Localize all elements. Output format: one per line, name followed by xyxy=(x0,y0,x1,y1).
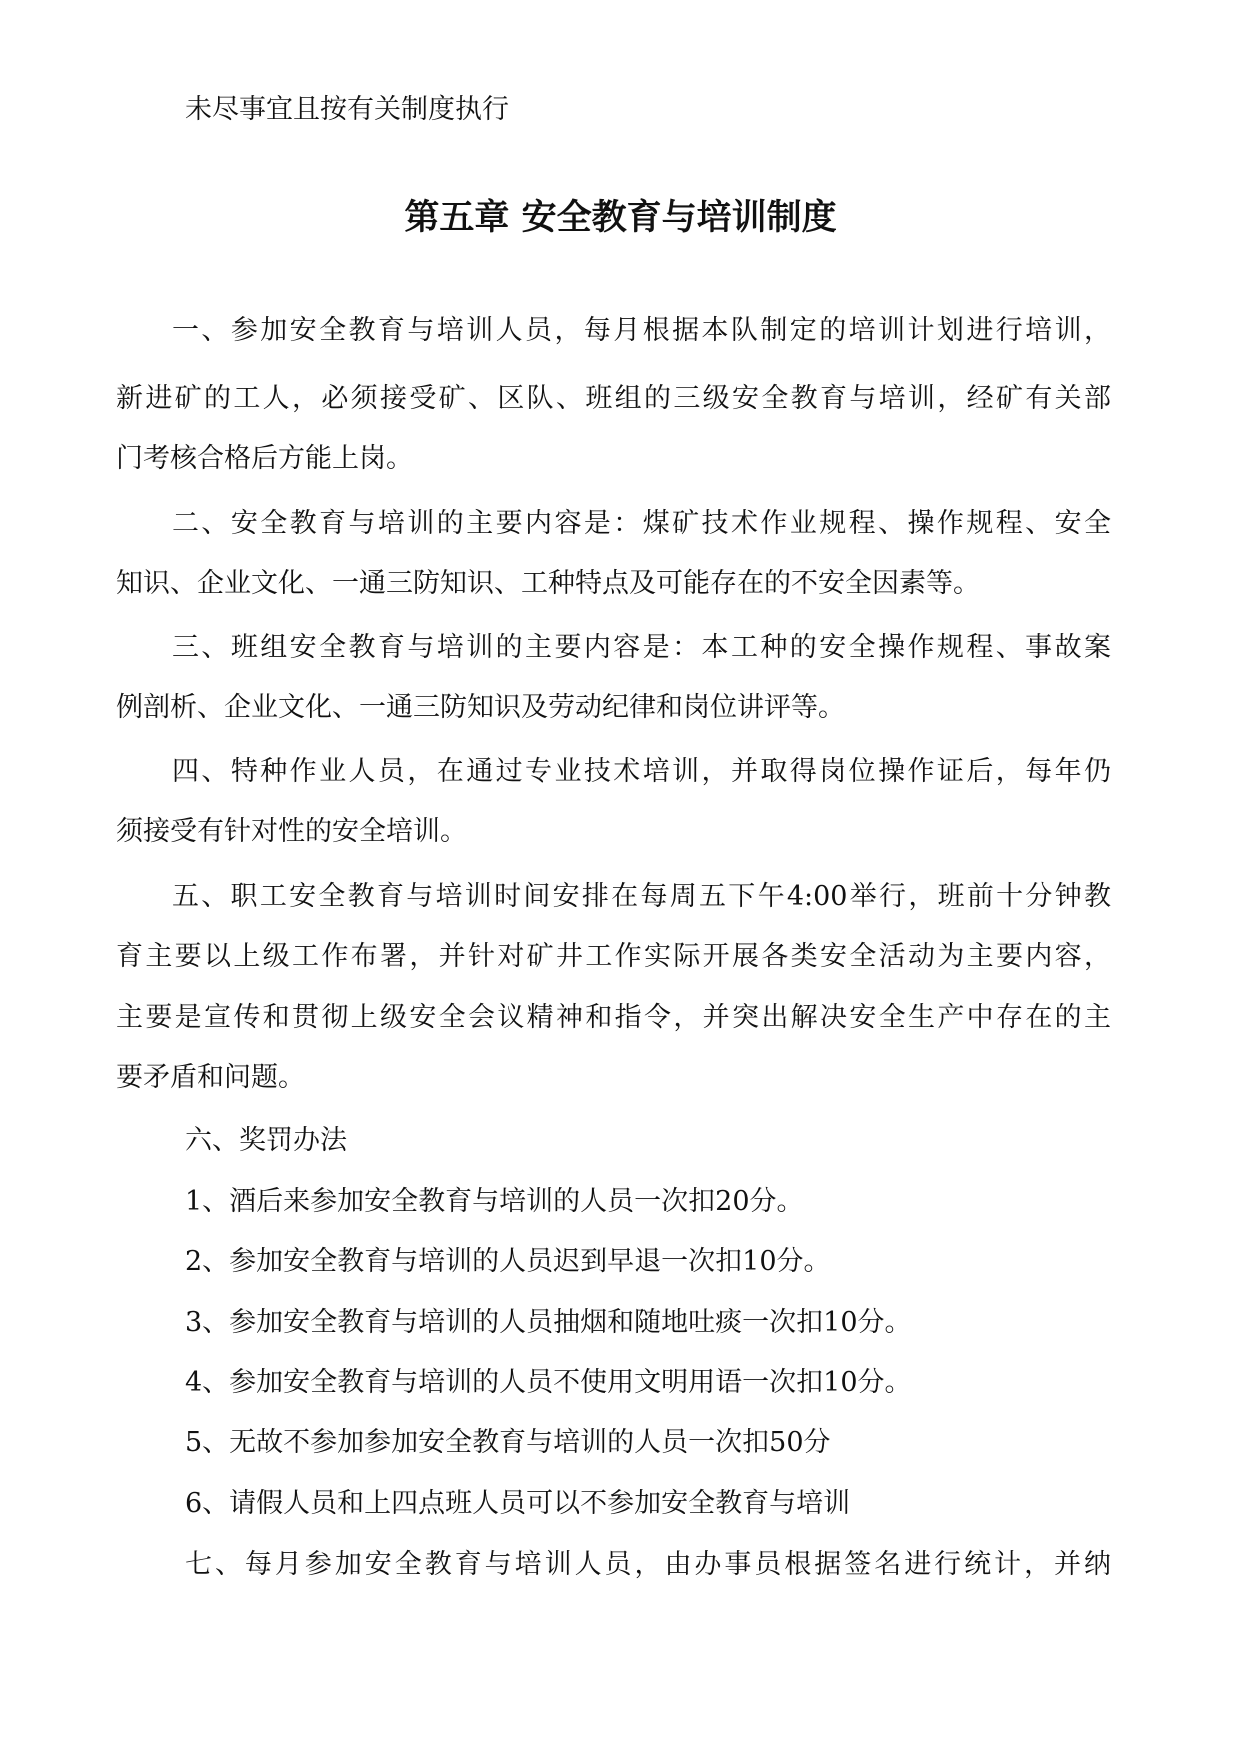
paragraph-line: 知识、企业文化、一通三防知识、工种特点及可能存在的不安全因素等。 xyxy=(116,568,980,599)
list-item: 3、参加安全教育与培训的人员抽烟和随地吐痰一次扣10分。 xyxy=(185,1307,912,1338)
paragraph-line: 须接受有针对性的安全培训。 xyxy=(116,816,467,847)
paragraph-line: 育主要以上级工作布署，并针对矿井工作实际开展各类安全活动为主要内容， xyxy=(116,941,1111,972)
paragraph-line: 七、每月参加安全教育与培训人员，由办事员根据签名进行统计，并纳 xyxy=(185,1549,1111,1580)
list-item: 2、参加安全教育与培训的人员迟到早退一次扣10分。 xyxy=(185,1246,831,1277)
chapter-title: 第五章 安全教育与培训制度 xyxy=(404,198,837,238)
section-heading: 六、奖罚办法 xyxy=(185,1125,347,1156)
list-item: 6、请假人员和上四点班人员可以不参加安全教育与培训 xyxy=(185,1488,851,1519)
paragraph-line: 要矛盾和问题。 xyxy=(116,1062,305,1093)
paragraph-line: 五、职工安全教育与培训时间安排在每周五下午4:00举行，班前十分钟教 xyxy=(172,881,1111,912)
list-item: 4、参加安全教育与培训的人员不使用文明用语一次扣10分。 xyxy=(185,1367,912,1398)
paragraph-line: 新进矿的工人，必须接受矿、区队、班组的三级安全教育与培训，经矿有关部 xyxy=(116,383,1111,414)
paragraph-line: 主要是宣传和贯彻上级安全会议精神和指令，并突出解决安全生产中存在的主 xyxy=(116,1002,1111,1033)
paragraph-line: 三、班组安全教育与培训的主要内容是：本工种的安全操作规程、事故案 xyxy=(172,632,1111,663)
paragraph-line: 门考核合格后方能上岗。 xyxy=(116,443,413,474)
list-item: 1、酒后来参加安全教育与培训的人员一次扣20分。 xyxy=(185,1186,804,1217)
paragraph-line: 二、安全教育与培训的主要内容是：煤矿技术作业规程、操作规程、安全 xyxy=(172,508,1111,539)
intro-line: 未尽事宜且按有关制度执行 xyxy=(185,94,509,125)
paragraph-line: 例剖析、企业文化、一通三防知识及劳动纪律和岗位讲评等。 xyxy=(116,692,845,723)
paragraph-line: 四、特种作业人员，在通过专业技术培训，并取得岗位操作证后，每年仍 xyxy=(172,756,1111,787)
list-item: 5、无故不参加参加安全教育与培训的人员一次扣50分 xyxy=(185,1427,831,1458)
paragraph-line: 一、参加安全教育与培训人员，每月根据本队制定的培训计划进行培训， xyxy=(172,315,1111,346)
